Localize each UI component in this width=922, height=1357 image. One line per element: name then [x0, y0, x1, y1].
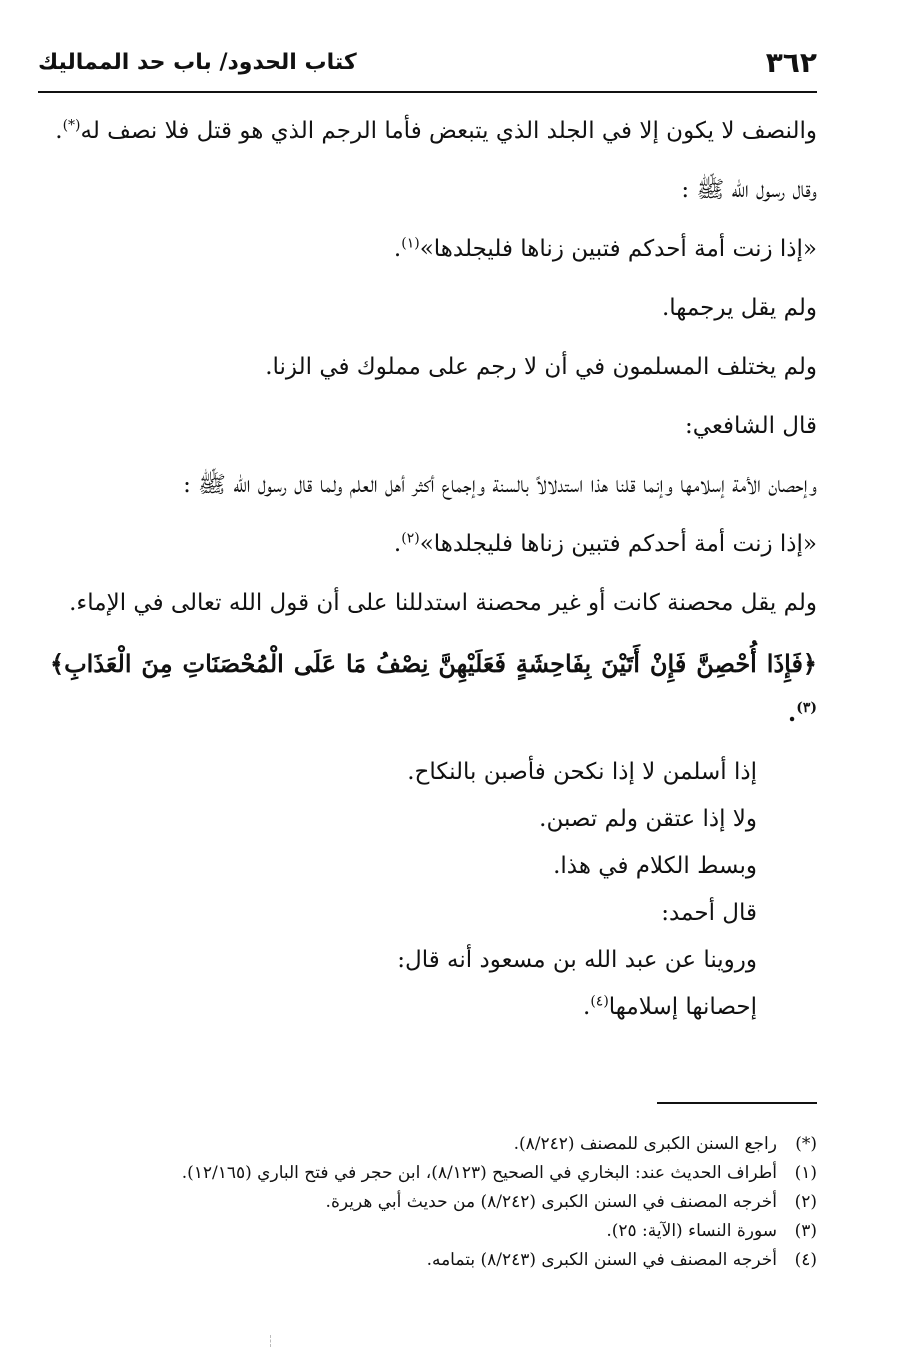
footnote-ref: (٣)	[796, 700, 817, 716]
main-text	[50, 108, 817, 1031]
footnote	[100, 1246, 817, 1275]
paragraph-text: والنصف لا يكون إلا في الجلد الذي يتبعض فأما الرجم الذي هو قتل فلا نصف له	[80, 118, 817, 144]
footnote-mark: (٣)	[794, 1221, 817, 1241]
paragraph: ولم يقل محصنة كانت أو غير محصنة استدللنا على أن قول الله تعالى في الإماء.	[69, 590, 817, 616]
hadith-quote: «إذا زنت أمة أحدكم فتبين زناها فليجلدها»$^{(١)}$.	[393, 235, 817, 262]
paragraph: ولم يقل يرجمها.	[661, 295, 817, 321]
footnote-mark: (٤)	[794, 1250, 817, 1270]
footnote	[100, 1188, 817, 1217]
footnote-ref: (*)	[62, 117, 81, 134]
running-title: كتاب الحدود/ باب حد المماليك	[38, 50, 357, 75]
page-number: ٣٦٢	[765, 46, 817, 79]
page-header	[38, 44, 817, 90]
footnote-text: أخرجه المصنف في السنن الكبرى (٨/٢٤٣) بتمامه.	[426, 1250, 777, 1270]
footnote	[100, 1217, 817, 1246]
footnote-text: سورة النساء (الآية: ٢٥).	[606, 1221, 777, 1241]
quran-text: ﴿فَإِذَا أُحْصِنَّ فَإِنْ أَتَيْنَ بِفَاحِشَةٍ فَعَلَيْهِنَّ نِصْفُ مَا عَلَى الْمُحْصَنَاتِ مِنَ الْعَذَابِ﴾	[50, 649, 817, 678]
footnote-mark: (*)	[795, 1134, 817, 1154]
paragraph: وبسط الكلام في هذا.	[553, 853, 757, 879]
footnote-text: راجع السنن الكبرى للمصنف (٨/٢٤٢).	[513, 1134, 777, 1154]
footnote-rule	[657, 1102, 817, 1104]
paragraph: إحصانها إسلامها$^{(٤)}$.	[583, 993, 757, 1020]
paragraph: قال أحمد:	[661, 900, 757, 926]
paragraph: ولم يختلف المسلمون في أن لا رجم على مملوك في الزنا.	[265, 354, 817, 380]
footnote-mark: (١)	[794, 1163, 817, 1183]
footnote-ref: (٢)	[401, 530, 420, 547]
footnote	[100, 1159, 817, 1188]
footnotes	[100, 1130, 817, 1275]
scan-mark	[270, 1335, 272, 1347]
paragraph-text: إحصانها إسلامها	[608, 994, 757, 1020]
paragraph: إذا أسلمن لا إذا نكحن فأصبن بالنكاح.	[407, 759, 757, 785]
paragraph: والنصف لا يكون إلا في الجلد الذي يتبعض فأما الرجم الذي هو قتل فلا نصف له(*).	[55, 117, 817, 144]
footnote	[100, 1130, 817, 1159]
hadith-quote: «إذا زنت أمة أحدكم فتبين زناها فليجلدها»$^{(٢)}$.	[393, 530, 817, 557]
hadith-text: «إذا زنت أمة أحدكم فتبين زناها فليجلدها»	[419, 531, 817, 557]
paragraph: وقال رسول الله ﷺ :	[681, 177, 817, 203]
paragraph: ولا إذا عتقن ولم تصبن.	[539, 806, 757, 832]
hadith-text: «إذا زنت أمة أحدكم فتبين زناها فليجلدها»	[419, 236, 817, 262]
header-rule	[38, 91, 817, 93]
footnote-ref: (١)	[401, 235, 420, 252]
paragraph: وإحصان الأمة إسلامها وإنما قلنا هذا استدلالاً بالسنة وإجماع أكثر أهل العلم ولما قال رسول الله ﷺ :	[183, 472, 817, 498]
footnote-mark: (٢)	[794, 1192, 817, 1212]
footnote-text: أطراف الحديث عند: البخاري في الصحيح (٨/١٢٣)، ابن حجر في فتح الباري (١٢/١٦٥).	[181, 1163, 777, 1183]
paragraph: قال الشافعي:	[685, 413, 817, 439]
paragraph: وروينا عن عبد الله بن مسعود أنه قال:	[397, 947, 757, 973]
footnote-text: أخرجه المصنف في السنن الكبرى (٨/٢٤٢) من حديث أبي هريرة.	[325, 1192, 777, 1212]
footnote-ref: (٤)	[590, 993, 609, 1010]
quran-verse: ﴿فَإِذَا أُحْصِنَّ فَإِنْ أَتَيْنَ بِفَاحِشَةٍ فَعَلَيْهِنَّ نِصْفُ مَا عَلَى الْمُحْصَنَاتِ مِنَ الْعَذَابِ﴾$^{(٣)}$.	[50, 649, 817, 727]
